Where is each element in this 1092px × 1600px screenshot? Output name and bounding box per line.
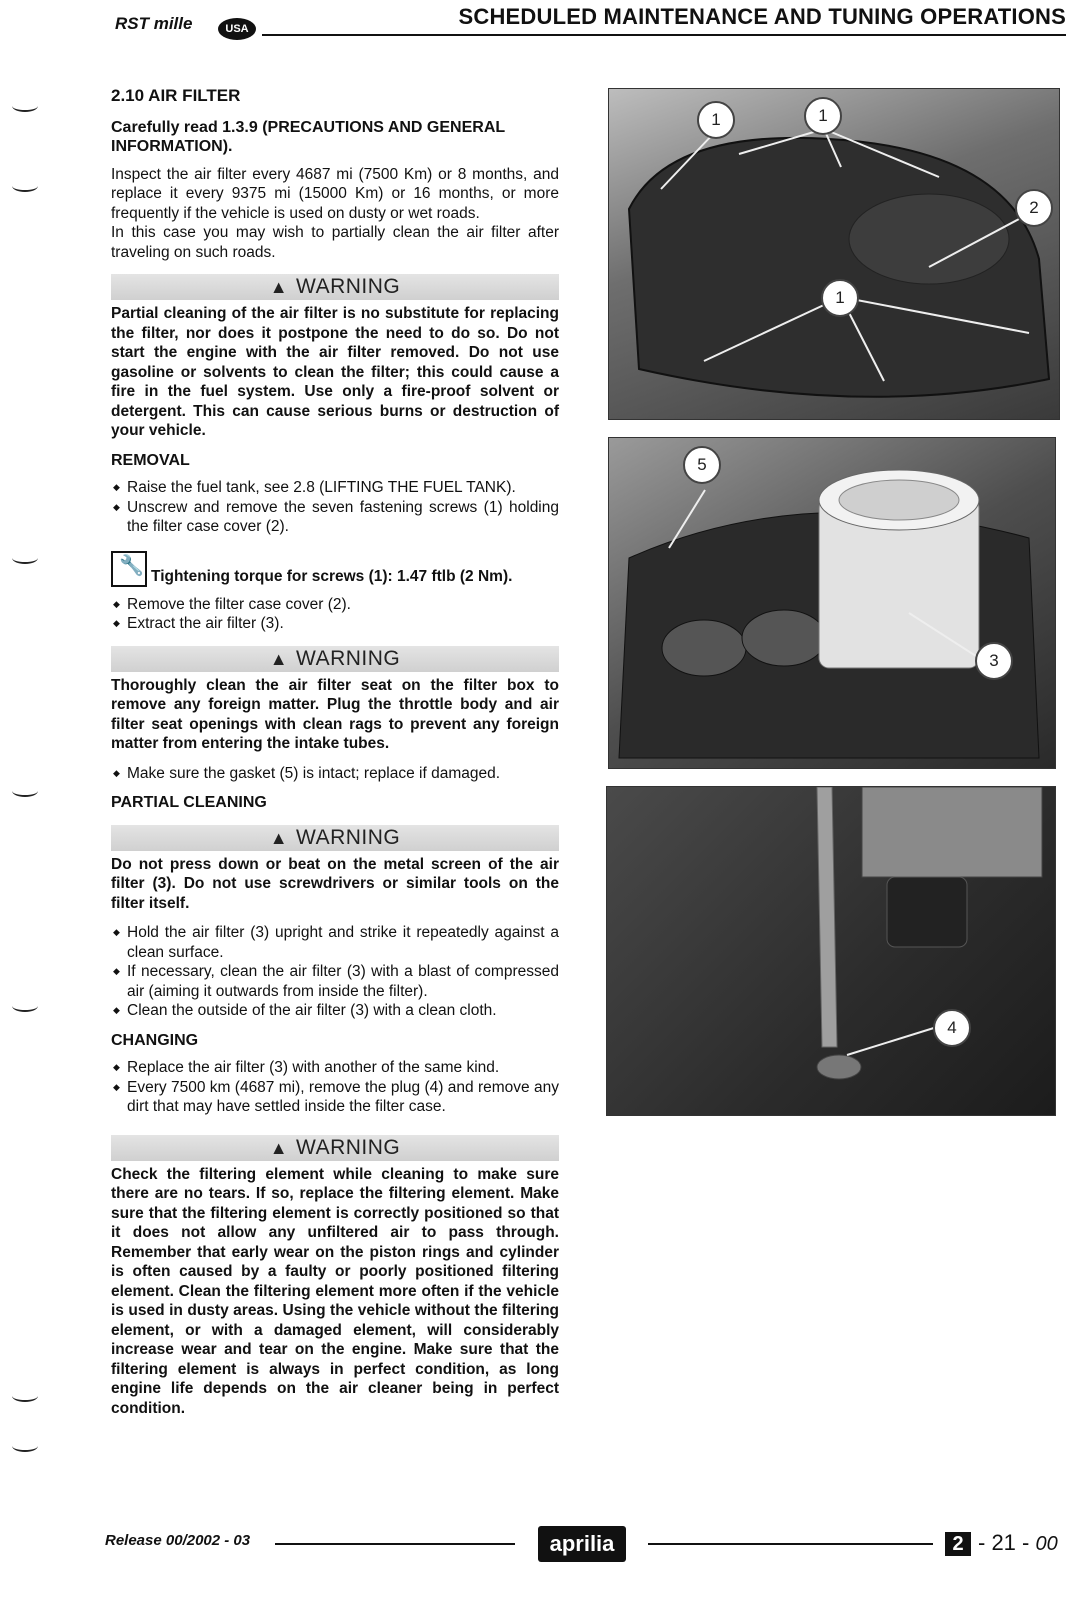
warning-icon: ▲	[269, 648, 289, 669]
warning-label: WARNING	[296, 275, 401, 298]
removal-list-2	[111, 595, 559, 634]
warning-banner	[111, 825, 559, 851]
photo-air-filter	[608, 437, 1056, 769]
intro-paragraph-1: Inspect the air filter every 4687 mi (7500 Km) or 8 months, and replace it every 9375 mi (15000 Km) or 16 months, or more frequently if the vehicle is used on dusty or wet roads.	[111, 165, 559, 222]
margin-tick	[12, 180, 38, 192]
list-item: ◆ Make sure the gasket (5) is intact; replace if damaged.	[111, 764, 559, 784]
warning-banner	[111, 646, 559, 672]
warning-text-2: Thoroughly clean the air filter seat on the filter box to remove any foreign matter. Plug the throttle body and air filter seat openings with clean rags to prevent any foreign matter from entering the intake tubes.	[111, 676, 559, 752]
drain-plug-illustration	[607, 787, 1055, 1115]
wrench-icon: 🔧	[111, 551, 147, 587]
warning-label: WARNING	[296, 1135, 401, 1159]
margin-tick	[12, 100, 38, 112]
list-item: ◆ If necessary, clean the air filter (3) with a blast of compressed air (aiming it outwards from inside the filter).	[111, 962, 559, 1001]
list-item: ◆ Every 7500 km (4687 mi), remove the plug (4) and remove any dirt that may have settled inside the filter case.	[111, 1078, 559, 1117]
partial-list	[111, 923, 559, 1021]
margin-tick	[12, 785, 38, 797]
callout-3: 3	[975, 642, 1013, 680]
list-item: ◆ Replace the air filter (3) with another of the same kind.	[111, 1058, 559, 1078]
aprilia-logo: aprilia	[538, 1526, 626, 1562]
callout-2: 2	[1015, 189, 1053, 227]
warning-text-3: Do not press down or beat on the metal screen of the air filter (3). Do not use screwdrivers or similar tools on the filter itself.	[111, 855, 559, 912]
callout-4: 4	[933, 1009, 971, 1047]
section-number-badge: 2	[945, 1532, 971, 1556]
intro-paragraph-2: In this case you may wish to partially clean the air filter after traveling on such roads.	[111, 224, 559, 261]
callout-1: 1	[697, 101, 735, 139]
warning-banner	[111, 274, 559, 300]
usa-badge: USA	[218, 18, 256, 40]
margin-tick	[12, 552, 38, 564]
footer-rule	[275, 1543, 515, 1545]
list-item: ◆ Clean the outside of the air filter (3) with a clean cloth.	[111, 1001, 559, 1021]
page-suffix: 00	[1035, 1533, 1058, 1555]
section-title: 2.10 AIR FILTER	[111, 86, 241, 105]
callout-5: 5	[683, 446, 721, 484]
warning-label: WARNING	[296, 825, 401, 849]
page-number-text: - 21 -	[978, 1530, 1030, 1555]
removal-heading: REMOVAL	[111, 451, 190, 469]
changing-list	[111, 1058, 559, 1117]
list-item: ◆ Hold the air filter (3) upright and strike it repeatedly against a clean surface.	[111, 923, 559, 962]
margin-tick	[12, 1440, 38, 1452]
warning-icon: ▲	[269, 1137, 289, 1158]
removal-list	[111, 478, 559, 537]
page-title: SCHEDULED MAINTENANCE AND TUNING OPERATIONS	[458, 4, 1066, 29]
partial-cleaning-heading: PARTIAL CLEANING	[111, 794, 267, 811]
callout-1: 1	[804, 97, 842, 135]
list-item: ◆ Raise the fuel tank, see 2.8 (LIFTING THE FUEL TANK).	[111, 478, 559, 498]
air-filter-illustration	[609, 438, 1055, 768]
callout-1: 1	[821, 279, 859, 317]
release-label: Release 00/2002 - 03	[105, 1532, 251, 1549]
warning-text-4: Check the filtering element while cleaning to make sure there are no tears. If so, replace the filtering element. Make sure that the filtering element is correctly positioned so that it does not allow any unfiltered air to pass through. Remember that early wear on the piston rings and cylinder is often caused by a faulty or poorly positioned filtering element. Clean the filtering element more often if the vehicle is used in dusty areas. Using the vehicle without the filtering element, or with a damaged element, will considerably increase wear and tear on the engine. Make sure that the filtering element is always in perfect condition, as long engine life depends on the air cleaner being in perfect condition.	[111, 1165, 559, 1417]
photo-drain-plug	[606, 786, 1056, 1116]
margin-tick	[12, 1390, 38, 1402]
photo-filter-case-cover	[608, 88, 1060, 420]
torque-text: Tightening torque for screws (1): 1.47 ftlb (2 Nm).	[151, 568, 513, 585]
filter-cover-illustration	[609, 89, 1059, 419]
torque-note	[111, 551, 559, 587]
margin-tick	[12, 1000, 38, 1012]
text-column	[111, 86, 559, 1418]
intro-bold: Carefully read 1.3.9 (PRECAUTIONS AND GENERAL INFORMATION).	[111, 118, 505, 155]
footer-rule	[648, 1543, 933, 1545]
warning-icon: ▲	[269, 827, 289, 848]
list-item: ◆ Extract the air filter (3).	[111, 614, 559, 634]
changing-heading: CHANGING	[111, 1031, 199, 1049]
page-number	[978, 1530, 1058, 1556]
header-rule	[262, 34, 1066, 36]
header-model: RST mille	[115, 14, 193, 33]
list-item: ◆ Unscrew and remove the seven fastening screws (1) holding the filter case cover (2).	[111, 498, 559, 537]
warning-banner	[111, 1135, 559, 1161]
gasket-list	[111, 764, 559, 784]
warning-text-1: Partial cleaning of the air filter is no substitute for replacing the filter, nor does it postpone the need to do so. Do not start the engine with the air filter removed. Do not use gasoline or solvents to clean the filter; this could cause a fire in the fuel system. Use only a fire-proof solvent or detergent. This can cause serious burns or destruction of your vehicle.	[111, 305, 559, 439]
warning-icon: ▲	[269, 277, 289, 297]
warning-label: WARNING	[296, 646, 401, 670]
list-item: ◆ Remove the filter case cover (2).	[111, 595, 559, 615]
